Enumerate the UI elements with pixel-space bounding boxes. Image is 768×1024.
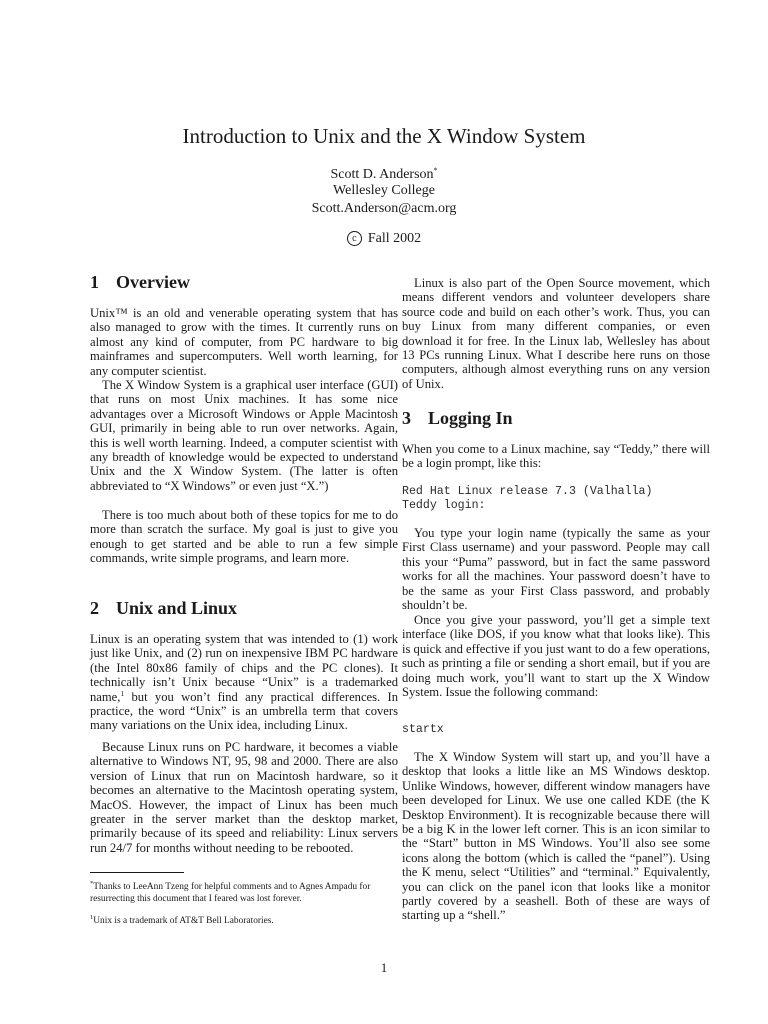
footnote-ref-1[interactable]: 1 [120, 688, 125, 698]
copyright-icon: c [347, 231, 362, 246]
unix-linux-paragraph-1-a: Linux is an operating system that was intended to (1) work just like Unix, and (2) run on inexpensive IBM PC hardware (the Intel 80x86 family of chips and the PC clones). It technically isn’t Unix because “Unix” is a trademarked name, [90, 632, 398, 704]
section-number: 1 [90, 272, 99, 292]
code-block-startx: startx [402, 723, 444, 736]
logging-in-paragraph-3: Once you give your password, you’ll get a simple text interface (like DOS, if you know what that looks like). This is quick and effective if you just want to do a few operations, such as printing a file or sending a short email, but if you are doing much work, you’ll want to start up the X Window System. Issue the following command: [402, 613, 710, 700]
section-number: 2 [90, 598, 99, 618]
section-number: 3 [402, 408, 411, 428]
page-number: 1 [380, 960, 388, 975]
section-heading-overview [90, 272, 190, 293]
unix-linux-paragraph-3: Linux is also part of the Open Source movement, which means different vendors and volunteer developers share source code and build on each other’s work. Thus, you can buy Linux from many different companies, or even download it for free. In the Linux lab, Wellesley has about 13 PCs running Linux. What I describe here runs on those computers, although almost everything runs on any version of Unix. [402, 276, 710, 391]
footnote-mark: * [90, 880, 94, 887]
footnote-text: Unix is a trademark of AT&T Bell Laboratories. [93, 916, 274, 926]
section-title: Overview [116, 272, 190, 292]
section-title: Logging In [428, 408, 513, 428]
unix-linux-paragraph-2: Because Linux runs on PC hardware, it becomes a viable alternative to Windows NT, 95, 98 and 2000. There are also version of Linux that run on Macintosh hardware, so it becomes an alternative to the Macintosh operating system, MacOS. However, the impact of Linux has been much greater in the server market than the desktop market, primarily because of its speed and reliability: Linux servers run 24/7 for months without needing to be rebooted. [90, 740, 398, 855]
overview-paragraph-3: There is too much about both of these topics for me to do more than scratch the surface. My goal is just to give you enough to get started and be able to run a few simple commands, write simple programs, and learn more. [90, 508, 398, 566]
logging-in-paragraph-4: The X Window System will start up, and you’ll have a desktop that looks a little like an MS Windows desktop. Unlike Windows, however, different window managers have been developed for Linux. We use one called KDE (the K Desktop Environment). It is recognizable because there will be a big K in the lower left corner. This is an icon similar to the “Start” button in MS Windows. You’ll also see some icons along the bottom (which is called the “panel”). Using the K menu, select “Utilities” and “terminal.” Equivalently, you can click on the panel icon that looks like a monitor partly covered by a seashell. Both of these are ways of starting up a “shell.” [402, 750, 710, 923]
section-heading-unix-linux [90, 598, 237, 619]
overview-paragraph-1: Unix™ is an old and venerable operating system that has also managed to grow with the times. It currently runs on almost any kind of computer, from PC hardware to big mainframes and supercomputers. Well worth learning, for any computer scientist. [90, 306, 398, 378]
footnote-rule [90, 872, 184, 873]
footnote-thanks [90, 881, 398, 906]
logging-in-paragraph-2: You type your login name (typically the same as your First Class username) and your password. People may call this your “Puma” password, but in fact the same password works for all the machines. Your password doesn’t have to be the same as your First Class password, and probably shouldn’t be. [402, 526, 710, 613]
author-name [0, 166, 768, 183]
code-line: Red Hat Linux release 7.3 (Valhalla) [402, 485, 653, 498]
author-name-text: Scott D. Anderson [330, 167, 434, 182]
footnote-trademark [90, 915, 398, 927]
unix-linux-paragraph-1 [90, 632, 398, 733]
logging-in-paragraph-1: When you come to a Linux machine, say “Teddy,” there will be a login prompt, like this: [402, 442, 710, 471]
institution: Wellesley College [333, 183, 435, 198]
unix-linux-paragraph-1-b: but you won’t find any practical differences. In practice, the word “Unix” is an umbrella term that covers many variations on the Unix idea, including Linux. [90, 689, 398, 733]
section-title: Unix and Linux [116, 598, 238, 618]
author-email: Scott.Anderson@acm.org [311, 201, 457, 216]
date-line [0, 231, 768, 247]
code-block-login-prompt [402, 485, 652, 514]
overview-paragraph-2: The X Window System is a graphical user interface (GUI) that runs on most Unix machines. It has some nice advantages over a Microsoft Windows or Apple Macintosh GUI, primarily in being able to run over networks. Again, this is well worth learning. Indeed, a computer scientist with any breadth of knowledge would be expected to understand Unix and the X Window System. (The latter is often abbreviated to “X Windows” or even just “X.”) [90, 378, 398, 493]
footnote-mark: 1 [90, 914, 94, 921]
paper-title: Introduction to Unix and the X Window System [182, 124, 586, 148]
code-line: Teddy login: [402, 499, 486, 513]
section-heading-logging-in [402, 408, 513, 429]
footnote-text: Thanks to LeeAnn Tzeng for helpful comments and to Agnes Ampadu for resurrecting this document that I feared was lost forever. [90, 882, 371, 905]
date-text: Fall 2002 [367, 231, 422, 246]
author-footnote-mark: * [433, 166, 438, 175]
